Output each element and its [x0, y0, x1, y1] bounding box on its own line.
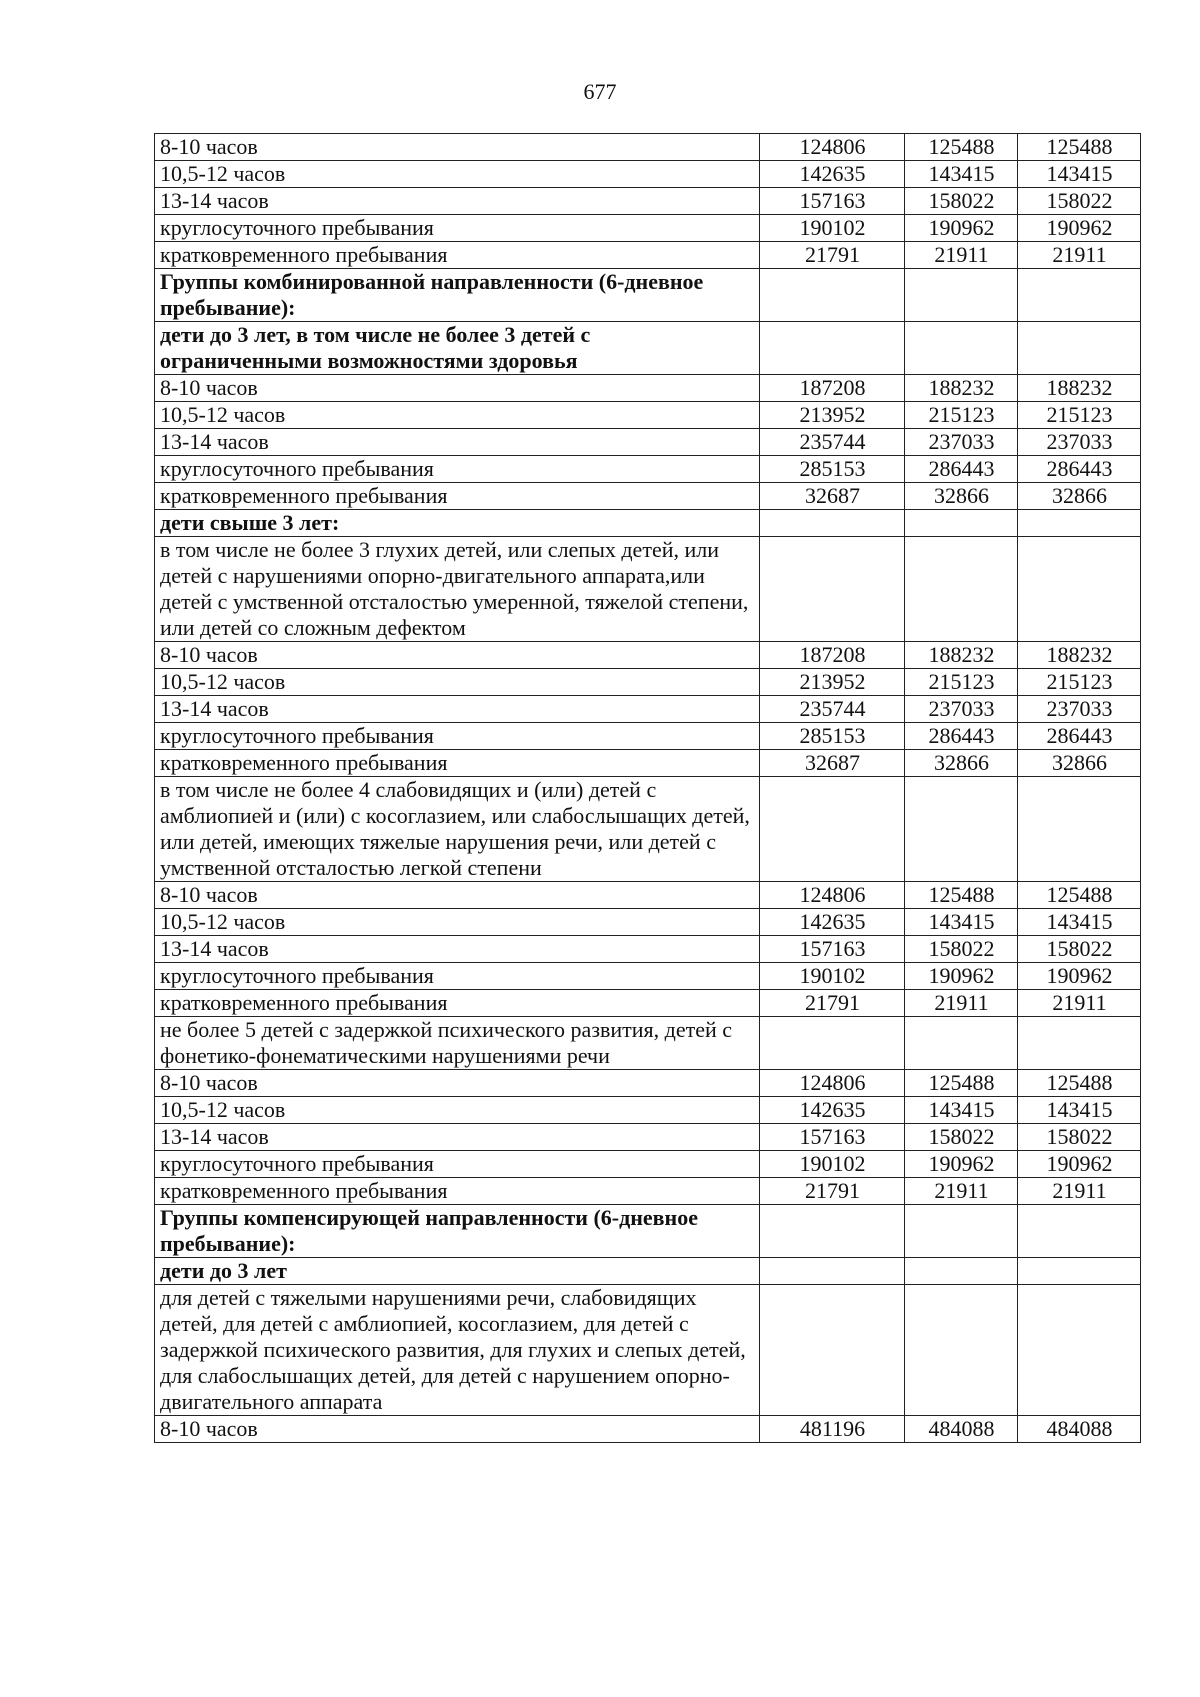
value-cell-3	[1018, 537, 1141, 642]
value-cell-3: 21911	[1018, 1178, 1141, 1205]
table-row	[155, 1017, 1141, 1070]
row-label: 13-14 часов	[155, 696, 760, 723]
value-cell-1: 142635	[760, 161, 905, 188]
value-cell-1: 190102	[760, 215, 905, 242]
row-label: круглосуточного пребывания	[155, 963, 760, 990]
value-cell-3	[1018, 1258, 1141, 1285]
row-label: 8-10 часов	[155, 1070, 760, 1097]
table-row	[155, 1124, 1141, 1151]
value-cell-3: 21911	[1018, 990, 1141, 1017]
value-cell-3: 190962	[1018, 1151, 1141, 1178]
table-row	[155, 723, 1141, 750]
table-row	[155, 909, 1141, 936]
value-cell-3: 143415	[1018, 1097, 1141, 1124]
row-label: кратковременного пребывания	[155, 242, 760, 269]
row-label: 8-10 часов	[155, 882, 760, 909]
row-label: 8-10 часов	[155, 134, 760, 161]
row-label: в том числе не более 3 глухих детей, или слепых детей, или детей с нарушениями опорно-двигательного аппарата,или детей с умственной отсталостью умеренной, тяжелой степени, или детей со сложным дефектом	[155, 537, 760, 642]
value-cell-1	[760, 1205, 905, 1258]
value-cell-1	[760, 1258, 905, 1285]
value-cell-2: 190962	[905, 1151, 1018, 1178]
value-cell-3: 286443	[1018, 456, 1141, 483]
row-label: 13-14 часов	[155, 429, 760, 456]
table-row	[155, 1285, 1141, 1416]
row-label: 13-14 часов	[155, 936, 760, 963]
value-cell-1: 285153	[760, 723, 905, 750]
table-row	[155, 1070, 1141, 1097]
value-cell-1	[760, 1017, 905, 1070]
value-cell-3: 188232	[1018, 375, 1141, 402]
row-label: 13-14 часов	[155, 1124, 760, 1151]
value-cell-3: 158022	[1018, 1124, 1141, 1151]
table-row	[155, 696, 1141, 723]
value-cell-2	[905, 537, 1018, 642]
table-row	[155, 1258, 1141, 1285]
table-row	[155, 777, 1141, 882]
tariff-table-body	[155, 134, 1141, 1443]
table-row	[155, 269, 1141, 322]
value-cell-2	[905, 322, 1018, 375]
table-row	[155, 936, 1141, 963]
value-cell-1: 235744	[760, 429, 905, 456]
table-row	[155, 161, 1141, 188]
value-cell-2: 484088	[905, 1416, 1018, 1443]
value-cell-2: 190962	[905, 963, 1018, 990]
table-row	[155, 510, 1141, 537]
row-label: круглосуточного пребывания	[155, 456, 760, 483]
value-cell-3	[1018, 777, 1141, 882]
value-cell-1: 157163	[760, 1124, 905, 1151]
value-cell-3: 32866	[1018, 483, 1141, 510]
row-label: 10,5-12 часов	[155, 1097, 760, 1124]
value-cell-2	[905, 1258, 1018, 1285]
row-label: для детей с тяжелыми нарушениями речи, слабовидящих детей, для детей с амблиопией, косоглазием, для детей с задержкой психического развития, для глухих и слепых детей, для слабослышащих детей, для детей с нарушением опорно-двигательного аппарата	[155, 1285, 760, 1416]
value-cell-1	[760, 1285, 905, 1416]
value-cell-3: 158022	[1018, 188, 1141, 215]
value-cell-2	[905, 1285, 1018, 1416]
value-cell-2: 125488	[905, 1070, 1018, 1097]
value-cell-3: 188232	[1018, 642, 1141, 669]
value-cell-1	[760, 777, 905, 882]
value-cell-3	[1018, 1017, 1141, 1070]
value-cell-2: 188232	[905, 642, 1018, 669]
value-cell-3: 190962	[1018, 215, 1141, 242]
value-cell-3: 190962	[1018, 963, 1141, 990]
value-cell-2: 125488	[905, 134, 1018, 161]
value-cell-2: 286443	[905, 723, 1018, 750]
value-cell-2: 188232	[905, 375, 1018, 402]
table-row	[155, 242, 1141, 269]
value-cell-1: 124806	[760, 882, 905, 909]
value-cell-1: 21791	[760, 990, 905, 1017]
row-label: в том числе не более 4 слабовидящих и (или) детей с амблиопией и (или) с косоглазием, или слабослышащих детей, или детей, имеющих тяжелые нарушения речи, или детей с умственной отсталостью легкой степени	[155, 777, 760, 882]
table-row	[155, 990, 1141, 1017]
value-cell-1: 157163	[760, 188, 905, 215]
value-cell-2: 158022	[905, 1124, 1018, 1151]
row-label: 8-10 часов	[155, 642, 760, 669]
value-cell-2: 125488	[905, 882, 1018, 909]
value-cell-1	[760, 269, 905, 322]
table-row	[155, 375, 1141, 402]
table-row	[155, 537, 1141, 642]
value-cell-1: 187208	[760, 642, 905, 669]
row-label: кратковременного пребывания	[155, 1178, 760, 1205]
value-cell-3: 237033	[1018, 429, 1141, 456]
value-cell-2: 21911	[905, 242, 1018, 269]
value-cell-1	[760, 537, 905, 642]
row-label: Группы компенсирующей направленности (6-дневное пребывание):	[155, 1205, 760, 1258]
value-cell-1: 142635	[760, 909, 905, 936]
row-label: дети свыше 3 лет:	[155, 510, 760, 537]
value-cell-2: 143415	[905, 909, 1018, 936]
row-label: дети до 3 лет, в том числе не более 3 детей с ограниченными возможностями здоровья	[155, 322, 760, 375]
value-cell-2: 21911	[905, 1178, 1018, 1205]
value-cell-3: 32866	[1018, 750, 1141, 777]
value-cell-2: 158022	[905, 188, 1018, 215]
tariff-table	[154, 133, 1141, 1443]
table-row	[155, 429, 1141, 456]
row-label: 10,5-12 часов	[155, 669, 760, 696]
value-cell-3: 237033	[1018, 696, 1141, 723]
row-label: круглосуточного пребывания	[155, 215, 760, 242]
row-label: кратковременного пребывания	[155, 990, 760, 1017]
value-cell-1	[760, 322, 905, 375]
value-cell-2	[905, 1017, 1018, 1070]
value-cell-2	[905, 1205, 1018, 1258]
value-cell-2: 190962	[905, 215, 1018, 242]
table-row	[155, 483, 1141, 510]
value-cell-1: 124806	[760, 134, 905, 161]
value-cell-3	[1018, 1205, 1141, 1258]
page-number: 677	[583, 79, 617, 104]
value-cell-1: 285153	[760, 456, 905, 483]
table-row	[155, 642, 1141, 669]
value-cell-3	[1018, 510, 1141, 537]
value-cell-1	[760, 510, 905, 537]
table-row	[155, 1097, 1141, 1124]
value-cell-3: 484088	[1018, 1416, 1141, 1443]
row-label: кратковременного пребывания	[155, 750, 760, 777]
value-cell-3: 286443	[1018, 723, 1141, 750]
value-cell-1: 235744	[760, 696, 905, 723]
value-cell-1: 157163	[760, 936, 905, 963]
table-row	[155, 882, 1141, 909]
table-row	[155, 456, 1141, 483]
value-cell-1: 124806	[760, 1070, 905, 1097]
value-cell-3: 158022	[1018, 936, 1141, 963]
value-cell-1: 142635	[760, 1097, 905, 1124]
row-label: кратковременного пребывания	[155, 483, 760, 510]
table-row	[155, 215, 1141, 242]
value-cell-2: 143415	[905, 1097, 1018, 1124]
value-cell-2: 32866	[905, 483, 1018, 510]
value-cell-3: 125488	[1018, 134, 1141, 161]
table-row	[155, 963, 1141, 990]
value-cell-1: 32687	[760, 483, 905, 510]
value-cell-2: 158022	[905, 936, 1018, 963]
row-label: 8-10 часов	[155, 375, 760, 402]
value-cell-2	[905, 777, 1018, 882]
row-label: 10,5-12 часов	[155, 402, 760, 429]
value-cell-1: 190102	[760, 1151, 905, 1178]
table-row	[155, 322, 1141, 375]
table-row	[155, 134, 1141, 161]
row-label: 10,5-12 часов	[155, 161, 760, 188]
row-label: дети до 3 лет	[155, 1258, 760, 1285]
value-cell-2: 215123	[905, 402, 1018, 429]
value-cell-1: 187208	[760, 375, 905, 402]
table-row	[155, 750, 1141, 777]
row-label: 13-14 часов	[155, 188, 760, 215]
table-row	[155, 1205, 1141, 1258]
value-cell-3: 125488	[1018, 1070, 1141, 1097]
value-cell-1: 213952	[760, 669, 905, 696]
value-cell-3	[1018, 269, 1141, 322]
row-label: не более 5 детей с задержкой психического развития, детей с фонетико-фонематическими нарушениями речи	[155, 1017, 760, 1070]
value-cell-1: 190102	[760, 963, 905, 990]
table-row	[155, 1151, 1141, 1178]
table-row	[155, 669, 1141, 696]
table-row	[155, 1178, 1141, 1205]
row-label: Группы комбинированной направленности (6-дневное пребывание):	[155, 269, 760, 322]
table-row	[155, 1416, 1141, 1443]
value-cell-3: 143415	[1018, 909, 1141, 936]
value-cell-1: 213952	[760, 402, 905, 429]
value-cell-2	[905, 510, 1018, 537]
value-cell-3: 143415	[1018, 161, 1141, 188]
row-label: круглосуточного пребывания	[155, 723, 760, 750]
value-cell-1: 21791	[760, 242, 905, 269]
value-cell-1: 32687	[760, 750, 905, 777]
row-label: 8-10 часов	[155, 1416, 760, 1443]
value-cell-3: 215123	[1018, 669, 1141, 696]
value-cell-2: 21911	[905, 990, 1018, 1017]
value-cell-2: 32866	[905, 750, 1018, 777]
table-row	[155, 402, 1141, 429]
value-cell-2: 237033	[905, 696, 1018, 723]
value-cell-3: 215123	[1018, 402, 1141, 429]
value-cell-2	[905, 269, 1018, 322]
table-row	[155, 188, 1141, 215]
value-cell-2: 215123	[905, 669, 1018, 696]
value-cell-2: 237033	[905, 429, 1018, 456]
value-cell-1: 21791	[760, 1178, 905, 1205]
value-cell-1: 481196	[760, 1416, 905, 1443]
value-cell-3	[1018, 322, 1141, 375]
row-label: 10,5-12 часов	[155, 909, 760, 936]
value-cell-2: 143415	[905, 161, 1018, 188]
value-cell-3	[1018, 1285, 1141, 1416]
value-cell-3: 125488	[1018, 882, 1141, 909]
value-cell-3: 21911	[1018, 242, 1141, 269]
value-cell-2: 286443	[905, 456, 1018, 483]
row-label: круглосуточного пребывания	[155, 1151, 760, 1178]
